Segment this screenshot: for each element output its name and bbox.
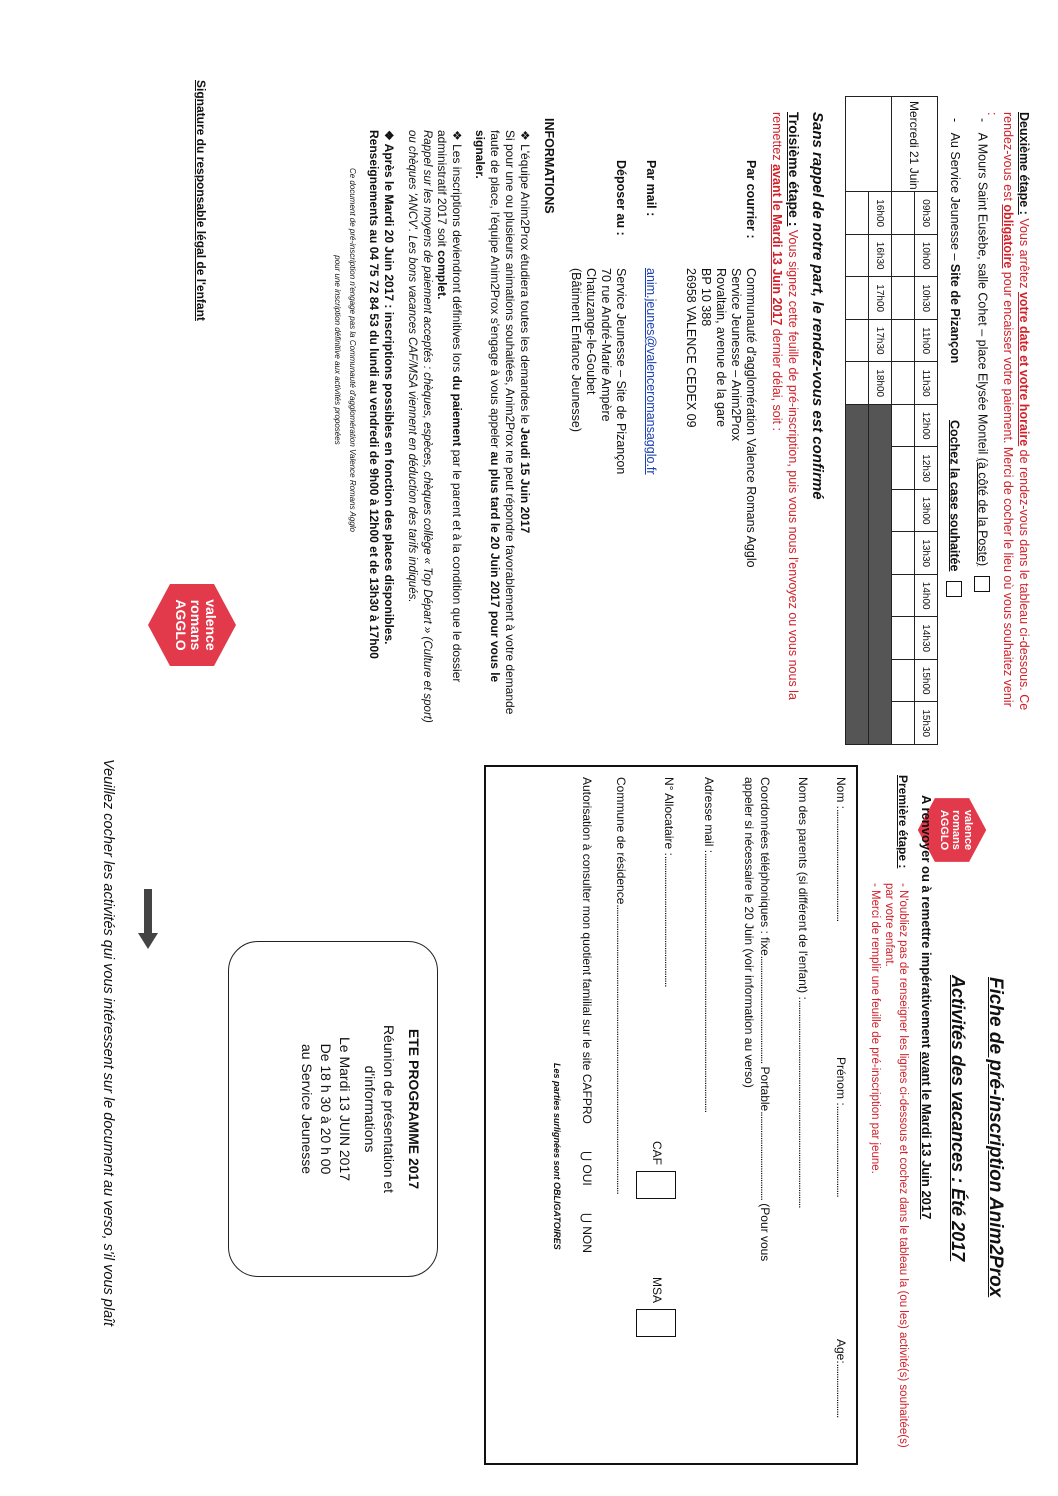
nom-field[interactable]: Nom :................................................ — [834, 777, 848, 922]
info-p1-b: Jeudi 15 Juin 2017 — [518, 427, 532, 534]
programme-box — [228, 941, 438, 1277]
step1-b: - Merci de remplir une feuille de pré-inscription par jeune. — [869, 883, 881, 1174]
option-mours-note: (à côté de la Poste) — [975, 457, 990, 567]
schedule-date-blank — [846, 97, 892, 192]
step3-text-b: dernier délai, soit : — [770, 325, 784, 431]
form-subtitle: Activités des vacances : Été 2017 — [948, 975, 968, 1262]
time-slot: 10h30 — [915, 277, 938, 320]
coordonnees-note: appeler si nécessaire le 20 Juin (voir information au verso) — [742, 777, 756, 1088]
slot-checkbox[interactable] — [892, 362, 915, 405]
slot-checkbox[interactable] — [846, 277, 869, 320]
slot-checkbox[interactable] — [846, 234, 869, 277]
courrier-address — [683, 268, 758, 568]
renvoyer-a: A renvoyer ou à remettre impérativement — [919, 795, 934, 1052]
time-slot: 12h00 — [915, 404, 938, 447]
deposer-line: (Bâtiment Enfance Jeunesse) — [569, 268, 583, 432]
info-p2-b: du paiement — [450, 375, 464, 447]
step3-text-a: Vous signez cette feuille de pré-inscription, puis vous nous l'envoyez ou vous nous la remettez — [770, 112, 800, 700]
adresse-mail-field[interactable]: Adresse mail :............................................................................................................... — [702, 777, 716, 1113]
slot-checkbox[interactable] — [892, 404, 915, 447]
signature-label: Signature du responsable légal de l'enfant — [194, 80, 208, 321]
mail-label: Par mail : — [644, 160, 658, 217]
time-slot: 17h00 — [869, 277, 892, 320]
step1-text — [868, 883, 910, 1463]
schedule-table-wrap — [845, 96, 938, 745]
step2-paragraph — [984, 112, 1032, 712]
prenom-field[interactable]: Prénom :....................................... — [834, 1057, 848, 1197]
deposer-line: 70 rue André-Marie Ampère — [599, 268, 613, 422]
info-p4-b: Renseignements au 04 75 72 84 53 du lundi au vendredi de 9h00 à 12h00 et de 13h30 à 17h00 — [367, 130, 381, 659]
deposer-label: Déposer au : — [614, 160, 628, 236]
slot-checkbox[interactable] — [846, 319, 869, 362]
step3-label: Troisième étape : — [786, 112, 802, 227]
schedule-row-times-2 — [869, 97, 892, 745]
renvoyer-line — [919, 795, 934, 1219]
slot-checkbox[interactable] — [892, 702, 915, 745]
msa-option[interactable]: MSA — [636, 1277, 676, 1337]
coordonnees-field[interactable]: Coordonnées téléphoniques : fixe.............................................. Portable...................................... (Pour vous — [758, 777, 772, 1262]
logo-text: valence — [962, 809, 974, 851]
info-p2-c: par le parent et à la condition que le dossier administratif 2017 soit — [435, 130, 464, 683]
slot-checkbox[interactable] — [892, 574, 915, 617]
non-option[interactable]: ⋃ NON — [580, 1213, 594, 1253]
mail-link[interactable]: anim.jeunes@valenceromansagglo.fr — [644, 268, 658, 475]
logo-text: AGGLO — [173, 599, 189, 651]
cochez-label: Cochez la case souhaitée — [947, 420, 962, 572]
time-slot: 14h30 — [915, 617, 938, 660]
autorisation-field: Autorisation à consulter mon quotient familial sur le site CAFPRO ⋃ OUI ⋃ NON — [580, 777, 594, 1253]
deposer-line: Chatuzange-le-Goubet — [584, 268, 598, 395]
step2-text-b: de rendez-vous dans le tableau ci-dessous. Ce rendez-vous est — [1001, 112, 1031, 711]
logo-text: romans — [188, 599, 204, 651]
programme-title: ETE PROGRAMME 2017 — [406, 1028, 422, 1190]
slot-checkbox[interactable] — [892, 234, 915, 277]
schedule-row-empty — [892, 97, 915, 745]
time-slot: 14h00 — [915, 574, 938, 617]
logo-text: AGGLO — [938, 809, 950, 851]
commune-field[interactable]: Commune de résidence............................................................................................................................ — [614, 777, 628, 1194]
slot-checkbox[interactable] — [892, 659, 915, 702]
slot-checkbox[interactable] — [846, 362, 869, 405]
option-mours[interactable]: - A Mours Saint Eusèbe, salle Cohet – place Elysée Monteil (à côté de la Poste) — [974, 118, 990, 738]
time-slot: 13h30 — [915, 532, 938, 575]
step2-obligatoire: obligatoire — [1001, 204, 1015, 269]
step3-title: Sans rappel de notre part, le rendez-vous est confirmé — [809, 112, 826, 500]
cochez-activites-note: Veuillez cocher les activités qui vous intéressent sur le document au verso, s'il vous plaît — [100, 759, 116, 1327]
info-p2 — [434, 130, 464, 730]
time-slot: 16h30 — [869, 234, 892, 277]
time-slot: 15h00 — [915, 659, 938, 702]
slot-checkbox[interactable] — [892, 192, 915, 235]
option-mours-label: A Mours Saint Eusèbe, salle Cohet – place Elysée Monteil — [975, 132, 990, 455]
slot-checkbox[interactable] — [892, 447, 915, 490]
programme-line: De 18 h 30 à 20 h 00 — [318, 1043, 334, 1175]
slot-checkbox[interactable] — [892, 489, 915, 532]
form-title: Fiche de pré-inscription Anim2Prox — [985, 977, 1006, 1298]
right-half — [0, 745, 1058, 1496]
step2-text-a: Vous arrêtez — [1017, 218, 1031, 292]
time-slot: 18h00 — [869, 362, 892, 405]
logo-text: valence — [203, 599, 219, 651]
info-p3: Rappel sur les moyens de paiement acceptés : chèques, espèces, chèques collège « Top Départ » (Culture et sport) ou chèques 'ANCV'. Les bons vacances CAF/MSA viennent en déduction des tarifs indiqués. — [406, 130, 433, 723]
programme-line: d'informations — [362, 1065, 378, 1153]
step1-a: - N'oubliez pas de renseigner les lignes ci-dessous et cochez dans le tableau la (ou les) activité(s) souhaitée(s) par votre enfant. — [883, 883, 909, 1448]
option-pizancon[interactable]: - Au Service Jeunesse – Site de Pizançon — [948, 118, 962, 364]
slot-checkbox[interactable] — [892, 617, 915, 660]
caf-option[interactable]: CAF — [636, 1141, 676, 1199]
info-fineprint — [330, 130, 360, 570]
caf-checkbox[interactable] — [636, 1171, 676, 1199]
info-p4-a: Après le Mardi 20 Juin 2017 : inscriptions possibles en fonction des places disponibles. — [382, 143, 396, 645]
deposer-address — [568, 268, 628, 474]
identity-form — [484, 765, 858, 1465]
courrier-line: BP 10 388 — [699, 268, 713, 327]
oui-option[interactable]: ⋃ OUI — [580, 1151, 594, 1186]
cochez-checkbox[interactable] — [946, 581, 962, 597]
fineprint-line: Ce document de pré-inscription n'engage pas la Communauté d'agglomération Valence Romans Agglo — [348, 167, 357, 532]
left-half — [0, 0, 1058, 745]
valence-romans-agglo-logo — [146, 580, 238, 670]
time-slot: 11h00 — [915, 319, 938, 362]
logo-text: romans — [950, 810, 962, 850]
info-p2-a: Les inscriptions deviendront définitives lors — [450, 144, 464, 376]
schedule-row-times — [915, 97, 938, 745]
cochez-case — [946, 420, 962, 597]
courrier-line: 26958 VALENCE CEDEX 09 — [684, 268, 698, 428]
info-p2-d: complet. — [435, 250, 449, 300]
slot-checkbox[interactable] — [846, 192, 869, 235]
programme-line: Le Mardi 13 JUIN 2017 — [337, 1037, 353, 1181]
slot-checkbox[interactable] — [892, 277, 915, 320]
allocataire-field[interactable]: N° Allocataire :........................................................ — [662, 777, 676, 987]
arrow-right-icon — [133, 889, 158, 949]
time-slot: 13h00 — [915, 489, 938, 532]
info-p1-c: Si pour une ou plusieurs animations souhaitées, Anim2Prox ne peut répondre favorablement à votre demande faute de place, l'équipe Anim2Prox s'engage à vous appeler — [488, 130, 517, 715]
info-p4 — [366, 130, 396, 730]
schedule-table — [845, 96, 938, 745]
slot-checkbox[interactable] — [892, 319, 915, 362]
step3-date: avant le Mardi 13 Juin 2017 — [770, 164, 784, 326]
schedule-row-empty-2 — [846, 97, 869, 745]
schedule-unavailable — [869, 404, 892, 744]
age-field[interactable]: Age:....................... — [834, 1339, 848, 1418]
info-title: INFORMATIONS — [542, 118, 556, 214]
time-slot: 17h30 — [869, 319, 892, 362]
schedule-date: Mercredi 21 Juin — [892, 97, 938, 192]
time-slot: 12h30 — [915, 447, 938, 490]
programme-line: Réunion de présentation et — [381, 1024, 397, 1194]
info-block — [330, 130, 532, 730]
info-p1 — [472, 130, 532, 730]
programme-line: au Service Jeunesse — [299, 1044, 315, 1174]
courrier-line: Service Jeunesse – Anim2Prox — [729, 268, 743, 442]
option-pizancon-label-a: Au Service Jeunesse – — [948, 132, 962, 264]
time-slot: 16h00 — [869, 192, 892, 235]
info-p1-d: au plus tard le 20 Juin 2017 pour vous le signaler. — [473, 130, 502, 683]
bullet-icon: ❖ — [450, 130, 464, 145]
bullet-icon: ❖ — [518, 130, 532, 145]
slot-checkbox[interactable] — [892, 532, 915, 575]
time-slot: 11h30 — [915, 362, 938, 405]
courrier-label: Par courrier : — [744, 160, 758, 239]
parents-field[interactable]: Nom des parents (si différent de l'enfant) :......................................................................................... — [796, 777, 810, 1208]
deposer-line: Service Jeunesse – Site de Pizançon — [614, 268, 628, 475]
info-p1-a: L'équipe Anim2Prox étudiera toutes les demandes le — [518, 144, 532, 428]
fineprint-line: pour une inscription définitive aux activités proposées — [333, 255, 342, 445]
schedule-unavailable — [846, 404, 869, 744]
option-mours-checkbox[interactable] — [974, 576, 990, 592]
time-slot: 15h30 — [915, 702, 938, 745]
step2-text-c: pour encaisser votre paiement. Merci de cocher le lieu où vous souhaitez venir : — [985, 112, 1015, 707]
courrier-line: Rovaltain, avenue de la gare — [714, 268, 728, 428]
step1-label: Première étape : — [896, 775, 910, 869]
msa-checkbox[interactable] — [636, 1309, 676, 1337]
step2-label: Deuxième étape : — [1017, 112, 1031, 215]
bullet-icon: ❖ — [382, 130, 396, 144]
option-pizancon-label-b: Site de Pizançon — [948, 263, 962, 364]
step3-paragraph — [769, 112, 802, 712]
time-slot: 09h30 — [915, 192, 938, 235]
time-slot: 10h00 — [915, 234, 938, 277]
step2-text-bold: votre date et votre horaire — [1017, 291, 1031, 447]
courrier-line: Communauté d'agglomération Valence Romans Agglo — [744, 268, 758, 568]
renvoyer-b: avant le Mardi 13 Juin 2017 — [919, 1051, 934, 1220]
obligatoires-note: Les parties surlignées sont OBLIGATOIRES — [552, 1063, 562, 1250]
